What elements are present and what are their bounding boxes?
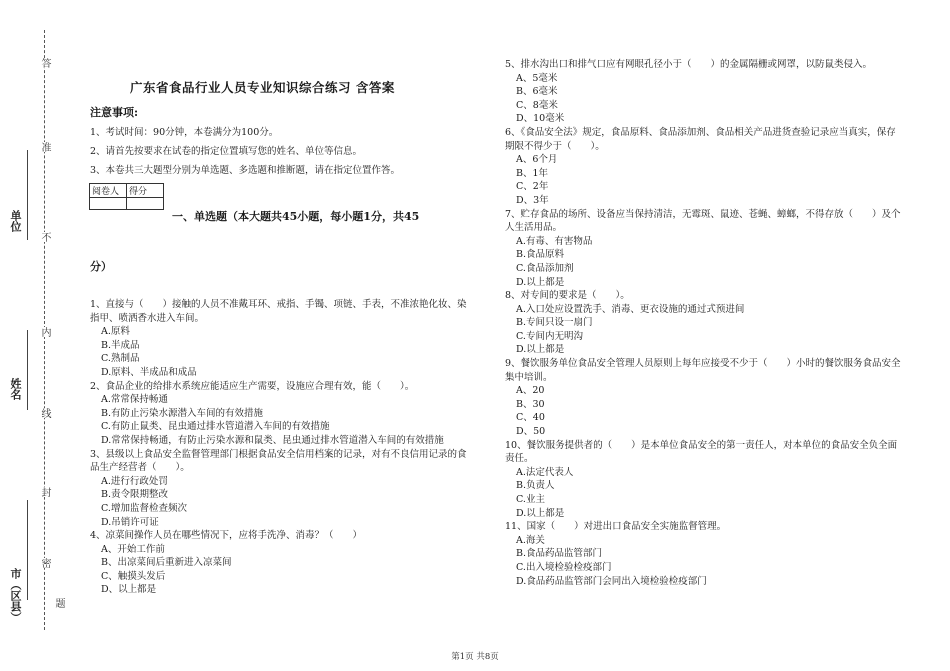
score-table-header-score: 得分 [127, 184, 164, 198]
binding-mark: 线 [39, 408, 50, 418]
option: D.以上都是 [516, 276, 565, 288]
section-title-continued: 分） [90, 260, 112, 273]
option: B、出凉菜间后重新进入凉菜间 [101, 557, 232, 569]
option: A.原料 [101, 326, 130, 338]
question-stem: 2、食品企业的给排水系统应能适应生产需要，设施应合理有效，能（ ）。 [90, 380, 415, 392]
right-question-column [505, 58, 905, 588]
option: C.专间内无明沟 [516, 330, 583, 342]
question-stem: 3、县级以上食品安全监督管理部门根据食品安全信用档案的记录，对有不良信用记录的食品生产经营者（ ）。 [90, 448, 467, 474]
binding-mark: 不 [39, 232, 50, 242]
page-title: 广东省食品行业人员专业知识综合练习 含答案 [130, 80, 395, 95]
option: B.负责人 [516, 480, 555, 492]
option: D.以上都是 [516, 344, 565, 356]
option: D.吊销许可证 [101, 516, 159, 528]
option: A.法定代表人 [516, 466, 574, 478]
notice-item: 3、本卷共三大题型分别为单选题、多选题和推断题，请在指定位置作答。 [90, 165, 401, 176]
question-item [505, 289, 905, 357]
option: B.责令限期整改 [101, 489, 169, 501]
option: B.食品药品监管部门 [516, 548, 603, 560]
option: A、20 [516, 385, 545, 397]
option: C.增加监督检查频次 [101, 502, 187, 514]
option: B.专间只设一扇门 [516, 317, 593, 329]
question-stem: 9、餐饮服务单位食品安全管理人员原则上每年应接受不少于（ ）小时的餐饮服务食品安全集中培训。 [505, 358, 901, 383]
question-item [90, 380, 470, 448]
unit-field-line[interactable] [27, 150, 28, 240]
option: A.海关 [516, 534, 545, 546]
option: B、30 [516, 398, 545, 410]
binding-mark: 题 [53, 598, 64, 608]
option: D、10毫米 [516, 113, 565, 125]
option: C.出入境检验检疫部门 [516, 561, 612, 573]
district-label: 市（区县） [9, 568, 22, 623]
option: C、触摸头发后 [101, 570, 166, 582]
name-field-line[interactable] [27, 330, 28, 410]
question-stem: 7、贮存食品的场所、设备应当保持清洁，无霉斑、鼠迹、苍蝇、蟑螂，不得存放（ ）及个人生活用品。 [505, 208, 901, 234]
question-item [505, 520, 905, 588]
option: B.半成品 [101, 339, 140, 351]
option: B、6毫米 [516, 86, 558, 98]
option: C、40 [516, 412, 545, 424]
option: A、6个月 [516, 154, 558, 166]
question-stem: 5、排水沟出口和排气口应有网眼孔径小于（ ）的金属隔栅或网罩，以防鼠类侵入。 [505, 59, 873, 70]
question-stem: 6、《食品安全法》规定，食品原料、食品添加剂、食品相关产品进货查验记录应当真实，保存期限不得少于（ ）。 [505, 126, 896, 152]
notice-item: 1、考试时间：90分钟，本卷满分为100分。 [90, 127, 279, 138]
score-cell[interactable] [127, 198, 164, 210]
district-field-line[interactable] [27, 500, 28, 600]
question-item [505, 126, 905, 208]
question-stem: 4、凉菜间操作人员在哪些情况下，应将手洗净、消毒？（ ） [90, 530, 363, 542]
binding-mark: 答 [39, 58, 50, 68]
option: A.进行行政处罚 [101, 475, 168, 487]
score-table [89, 183, 164, 210]
binding-mark: 准 [39, 142, 50, 152]
notice-heading: 注意事项: [90, 106, 139, 119]
option: D、50 [516, 426, 546, 438]
binding-mark: 封 [39, 487, 50, 497]
question-item [505, 208, 905, 290]
question-item [505, 357, 905, 439]
binding-mark: 密 [39, 558, 50, 568]
left-question-column [90, 298, 470, 597]
option: A.常常保持畅通 [101, 394, 168, 406]
question-stem: 10、餐饮服务提供者的（ ）是本单位食品安全的第一责任人，对本单位的食品安全负全面责任。 [505, 439, 898, 465]
option: C、8毫米 [516, 99, 558, 111]
binding-mark: 内 [39, 327, 50, 337]
option: B.食品原料 [516, 249, 565, 261]
question-item [505, 439, 905, 521]
option: C.业主 [516, 494, 545, 505]
notice-list [90, 123, 400, 180]
question-item [505, 58, 905, 126]
option: A、开始工作前 [101, 543, 165, 555]
option: C.有防止鼠类、昆虫通过排水管道潜入车间的有效措施 [101, 421, 330, 433]
option: B.有防止污染水源潜入车间的有效措施 [101, 407, 264, 419]
question-item [90, 448, 470, 530]
option: D、以上都是 [101, 584, 157, 596]
question-stem: 1、直接与（ ）接触的人员不准戴耳环、戒指、手镯、项链、手表，不准浓艳化妆、染指甲、喷洒香水进入车间。 [90, 299, 467, 324]
question-item [90, 298, 470, 380]
grader-cell[interactable] [90, 198, 127, 210]
question-stem: 11、国家（ ）对进出口食品安全实施监督管理。 [505, 521, 727, 533]
option: A、5毫米 [516, 72, 558, 84]
score-table-header-grader: 阅卷人 [90, 184, 127, 198]
question-stem: 8、对专间的要求是（ ）。 [505, 290, 630, 302]
option: A.有毒、有害物品 [516, 235, 593, 247]
question-item [90, 529, 470, 597]
option: D.原料、半成品和成品 [101, 366, 197, 378]
option: C.熟制品 [101, 353, 140, 365]
binding-margin [0, 0, 62, 671]
option: D.常常保持畅通，有防止污染水源和鼠类、昆虫通过排水管道潜入车间的有效措施 [101, 434, 444, 446]
option: C.食品添加剂 [516, 262, 574, 274]
notice-item: 2、请首先按要求在试卷的指定位置填写您的姓名、单位等信息。 [90, 146, 363, 157]
option: A.入口处应设置洗手、消毒、更衣设施的通过式预进间 [516, 303, 745, 315]
unit-label: 单位 [9, 210, 22, 232]
option: C、2年 [516, 181, 549, 193]
option: D.食品药品监管部门会同出入境检验检疫部门 [516, 575, 707, 587]
option: B、1年 [516, 167, 549, 179]
option: D.以上都是 [516, 507, 565, 519]
name-label: 姓名 [9, 378, 22, 400]
option: D、3年 [516, 194, 549, 206]
section-title: 一、单选题（本大题共45小题，每小题1分，共45 [172, 210, 420, 223]
page-number: 第1页 共8页 [451, 652, 499, 662]
